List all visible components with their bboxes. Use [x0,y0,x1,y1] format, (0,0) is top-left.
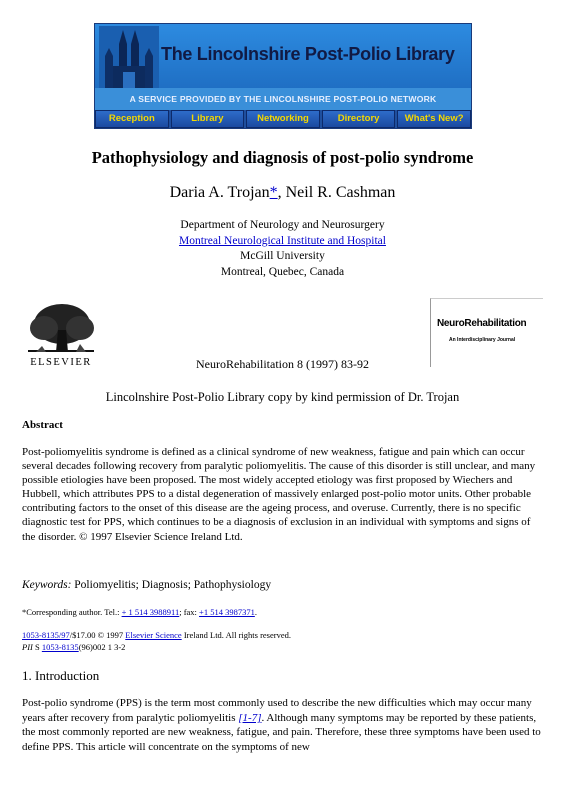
keywords-label: Keywords: [22,579,72,591]
banner-title[interactable]: The Lincolnshire Post-Polio Library [161,44,455,64]
reference-link[interactable]: [1-7] [238,711,262,724]
affil-department: Department of Neurology and Neurosurgery [180,219,385,231]
intro-part-a: Post-polio syndrome (PPS) is the term most commonly used to describe the new difficulties which may occur many years after recovery from paralytic poliomyelitis [22,697,532,724]
intro-heading: 1. Introduction [22,668,100,683]
nav-networking[interactable]: Networking [246,110,320,128]
author-trojan: Daria A. Trojan [169,184,270,201]
author-cashman: Neil R. Cashman [285,184,396,201]
intro-part-b: . Although many symptoms may be reported by these patients, the most commonly reported are new weakness, fatigue, and pain. Therefore, these three symptoms have been used to define PPS. This article will concentrate on the symptoms of new [22,711,541,753]
affil-city: Montreal, Quebec, Canada [220,265,345,278]
article-title: Pathophysiology and diagnosis of post-polio syndrome [91,148,474,167]
elsevier-wordmark: ELSEVIER [30,357,92,368]
permission-note: Lincolnshire Post-Polio Library copy by kind permission of Dr. Trojan [105,390,460,404]
nav-library[interactable]: Library [171,110,245,128]
nav-directory[interactable]: Directory [322,110,396,128]
fax-label: ; fax: [179,607,200,617]
abstract-heading: Abstract [22,419,63,431]
pii-link[interactable]: 1053-8135 [41,642,79,652]
copyright-block [22,629,291,653]
journal-subtitle: An Interdisciplinary Journal [449,337,516,343]
citation: NeuroRehabilitation 8 (1997) 83-92 [196,357,369,371]
author-separator: , [277,184,286,201]
institute-link[interactable]: Montreal Neurological Institute and Hospital [179,234,386,247]
corr-prefix: *Corresponding author. Tel.: [22,607,122,617]
author-line [0,184,565,202]
intro-text [22,696,546,754]
pii-end: (96)002 1 3-2 [78,642,126,652]
pii-pre: S [32,642,42,652]
banner-subtitle: A SERVICE PROVIDED BY THE LINCOLNSHIRE POST-POLIO NETWORK [95,88,471,110]
corresponding-author-link[interactable]: * [269,184,278,201]
affil-university: McGill University [240,250,325,262]
issn-mid: /$17.00 © 1997 [69,630,126,640]
fax-link[interactable]: +1 514 3987371 [199,607,255,617]
site-banner[interactable] [94,23,472,129]
journal-name: NeuroRehabilitation [437,318,527,329]
issn-end: Ireland Ltd. All rights reserved. [181,630,291,640]
nav-reception[interactable]: Reception [95,110,169,128]
nav-whats-new[interactable]: What's New? [397,110,471,128]
site-nav [95,110,471,128]
tel-link[interactable]: + 1 514 3988911 [121,607,180,617]
keywords-list: Poliomyelitis; Diagnosis; Pathophysiology [71,579,272,591]
issn-link[interactable]: 1053-8135/97 [22,630,70,640]
affiliation [0,218,565,280]
abstract-text: Post-poliomyelitis syndrome is defined as a clinical syndrome of new weakness, fatigue and pain which can occur several decades following recovery from paralytic poliomyelitis. The cause of this disorder is still unclear, and many possible etiologies have been proposed. The most widely accepted etiology was first proposed by Wiechers and Hubbell, which attributes PPS to a distal degeneration of massively enlarged post-polio motor units. Other probable contributing factors to the onset of this disease are the ageing process, and overuse. Currently, there is no specific diagnostic test for PPS, which continues to be a diagnosis of exclusion in an individual with symptoms and signs of the disorder. © 1997 Elsevier Science Ireland Ltd. [22,446,536,543]
elsevier-science-link[interactable]: Elsevier Science [125,630,182,640]
corr-end: . [254,607,257,617]
corresponding-note [22,607,257,617]
keywords [22,579,271,591]
banner-header [95,24,471,88]
pii-label: PII [22,642,33,652]
